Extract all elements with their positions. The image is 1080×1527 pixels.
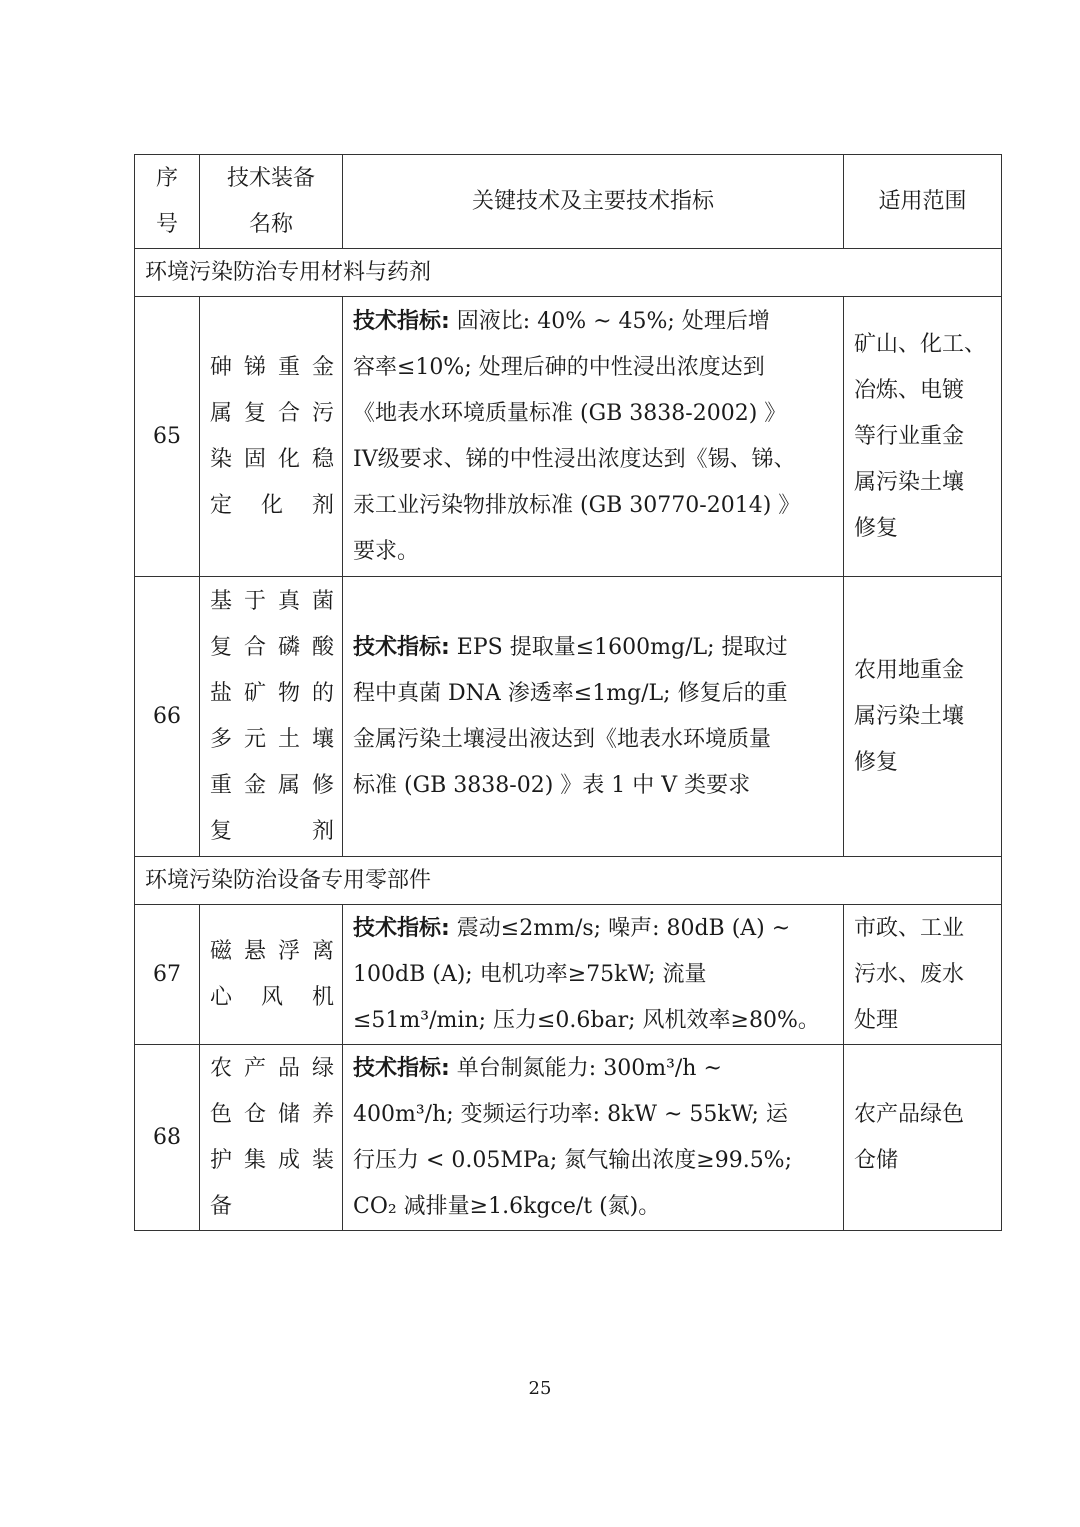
application-scope: 农用地重金 属污染土壤 修复 xyxy=(844,577,1002,857)
equipment-table xyxy=(134,154,1002,1231)
equipment-name: 磁悬浮离 心风机 xyxy=(200,905,343,1045)
section-row xyxy=(135,249,1002,297)
equipment-name: 砷锑重金 属复合污 染固化稳 定化剂 xyxy=(200,297,343,577)
technical-indicators: 技术指标: 单台制氮能力: 300m³/h ~ 400m³/h; 变频运行功率: 8kW ~ 55kW; 运 行压力 < 0.05MPa; 氮气输出浓度≥99.5%; CO₂ 减排量≥1.6kgce/t (氮)。 xyxy=(343,1045,844,1231)
technical-indicators: 技术指标: 固液比: 40% ~ 45%; 处理后增 容率≤10%; 处理后砷的中性浸出浓度达到 《地表水环境质量标准 (GB 3838-2002) 》 IV级要求、锑的中性浸出浓度达到《锡、锑、 汞工业污染物排放标准 (GB 30770-2014) 》 要求。 xyxy=(343,297,844,577)
application-scope: 市政、工业 污水、废水 处理 xyxy=(844,905,1002,1045)
tech-label: 技术指标: xyxy=(353,308,450,334)
technical-indicators: 技术指标: EPS 提取量≤1600mg/L; 提取过 程中真菌 DNA 渗透率≤1mg/L; 修复后的重 金属污染土壤浸出液达到《地表水环境质量 标准 (GB 3838-02) 》表 1 中 V 类要求 xyxy=(343,577,844,857)
table-row xyxy=(135,297,1002,577)
row-number: 67 xyxy=(135,905,200,1045)
header-equipment-name: 技术装备 名称 xyxy=(200,155,343,249)
table-row xyxy=(135,1045,1002,1231)
section-title: 环境污染防治设备专用零部件 xyxy=(135,857,1002,905)
tech-label: 技术指标: xyxy=(353,634,450,660)
header-scope: 适用范围 xyxy=(844,155,1002,249)
row-number: 68 xyxy=(135,1045,200,1231)
page-number: 25 xyxy=(528,1378,552,1399)
tech-label: 技术指标: xyxy=(353,915,450,941)
equipment-name: 基于真菌 复合磷酸 盐矿物的 多元土壤 重金属修 复剂 xyxy=(200,577,343,857)
application-scope: 农产品绿色 仓储 xyxy=(844,1045,1002,1231)
table-row xyxy=(135,905,1002,1045)
table-row xyxy=(135,577,1002,857)
table-header-row xyxy=(135,155,1002,249)
header-serial-number: 序 号 xyxy=(135,155,200,249)
section-row xyxy=(135,857,1002,905)
section-title: 环境污染防治专用材料与药剂 xyxy=(135,249,1002,297)
row-number: 65 xyxy=(135,297,200,577)
header-key-technology: 关键技术及主要技术指标 xyxy=(343,155,844,249)
tech-label: 技术指标: xyxy=(353,1055,450,1081)
technical-indicators: 技术指标: 震动≤2mm/s; 噪声: 80dB (A) ~ 100dB (A); 电机功率≥75kW; 流量 ≤51m³/min; 压力≤0.6bar; 风机效率≥80%。 xyxy=(343,905,844,1045)
equipment-name: 农产品绿 色仓储养 护集成装 备 xyxy=(200,1045,343,1231)
application-scope: 矿山、化工、 冶炼、电镀 等行业重金 属污染土壤 修复 xyxy=(844,297,1002,577)
row-number: 66 xyxy=(135,577,200,857)
